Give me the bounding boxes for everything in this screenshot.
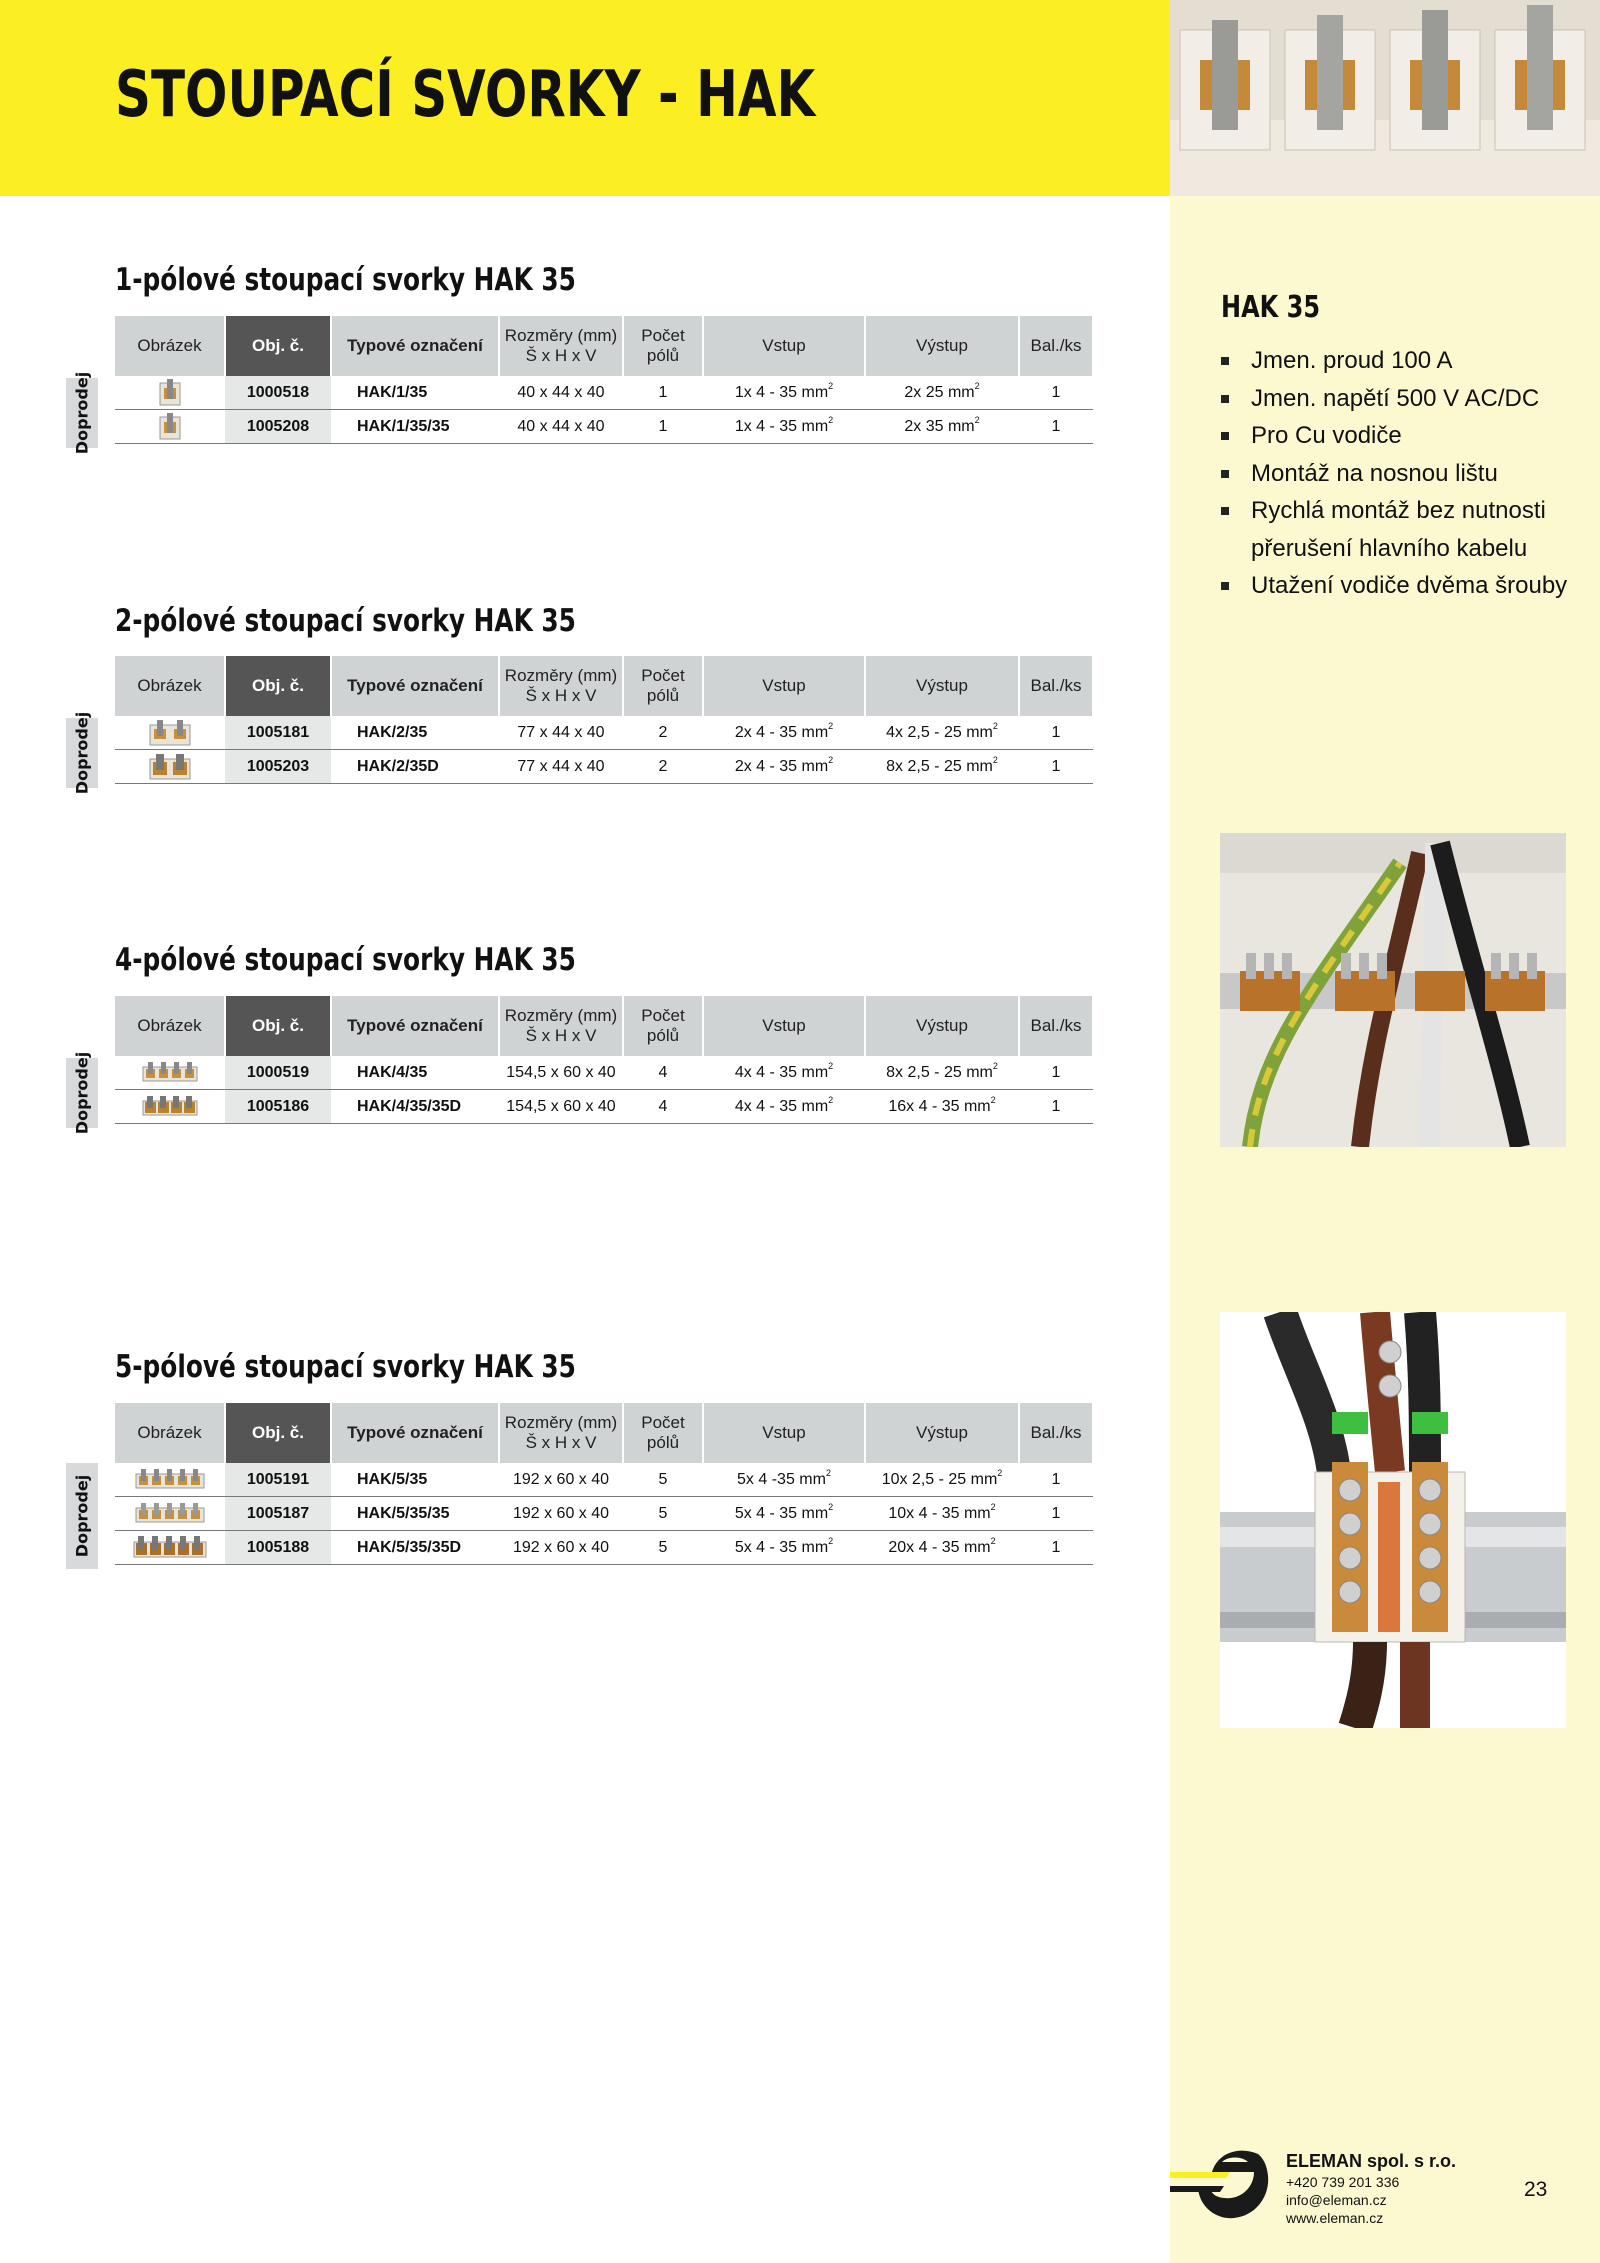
page-number: 23 — [1524, 2178, 1548, 2201]
dimensions: 192 x 60 x 40 — [499, 1531, 623, 1565]
terminal-5pole-icon — [135, 1468, 205, 1492]
col-poles: Počet pólů — [623, 996, 703, 1056]
sale-label-bar: Doprodej — [66, 378, 98, 448]
dimensions: 192 x 60 x 40 — [499, 1497, 623, 1531]
col-dims: Rozměry (mm) Š x H x V — [499, 1403, 623, 1463]
square-bullet-icon — [1221, 432, 1229, 440]
input-spec: 5x 4 -35 $mm^2$ — [703, 1463, 865, 1497]
col-pack: Bal./ks — [1019, 316, 1093, 376]
type-code: HAK/1/35/35 — [331, 410, 499, 444]
obj-number: 1005181 — [225, 716, 331, 750]
pack-qty: 1 — [1019, 1531, 1093, 1565]
input-spec: 1x 4 - 35 $mm^2$ — [703, 410, 865, 444]
table-header-row — [115, 656, 1093, 716]
pack-qty: 1 — [1019, 1056, 1093, 1090]
feature-item: Rychlá montáž bez nutnosti přerušení hlavního kabelu — [1221, 492, 1581, 567]
table-header-row — [115, 1403, 1093, 1463]
table-row — [115, 1463, 1093, 1497]
feature-item: Jmen. proud 100 A — [1221, 342, 1581, 380]
product-thumbnail — [115, 1463, 225, 1497]
sale-label-bar: Doprodej — [66, 1463, 98, 1569]
section-title-4-pole: 4-pólové stoupací svorky HAK 35 — [115, 942, 576, 978]
table-row — [115, 716, 1093, 750]
product-thumbnail — [115, 716, 225, 750]
input-spec: 2x 4 - 35 $mm^2$ — [703, 716, 865, 750]
type-code: HAK/2/35 — [331, 716, 499, 750]
obj-number: 1000519 — [225, 1056, 331, 1090]
company-name: ELEMAN spol. s r.o. — [1286, 2151, 1457, 2171]
section-title-1-pole: 1-pólové stoupací svorky HAK 35 — [115, 262, 576, 298]
input-spec: 2x 4 - 35 $mm^2$ — [703, 750, 865, 784]
pole-count: 2 — [623, 716, 703, 750]
square-bullet-icon — [1221, 470, 1229, 478]
terminal-2pole-icon — [148, 719, 192, 747]
type-code: HAK/5/35/35 — [331, 1497, 499, 1531]
col-type: Typové označení — [331, 656, 499, 716]
output-spec: 8x 2,5 - 25 $mm^2$ — [865, 1056, 1019, 1090]
product-thumbnail — [115, 1531, 225, 1565]
product-thumbnail — [115, 1497, 225, 1531]
obj-number: 1005188 — [225, 1531, 331, 1565]
type-code: HAK/2/35D — [331, 750, 499, 784]
col-input: Vstup — [703, 316, 865, 376]
terminal-2pole-icon — [148, 753, 192, 781]
company-phone: +420 739 201 336 — [1286, 2174, 1400, 2190]
dimensions: 154,5 x 60 x 40 — [499, 1090, 623, 1124]
col-pack: Bal./ks — [1019, 996, 1093, 1056]
section-title-5-pole: 5-pólové stoupací svorky HAK 35 — [115, 1349, 576, 1385]
obj-number: 1005203 — [225, 750, 331, 784]
type-code: HAK/5/35/35D — [331, 1531, 499, 1565]
section-title-2-pole: 2-pólové stoupací svorky HAK 35 — [115, 603, 576, 639]
feature-item: Pro Cu vodiče — [1221, 417, 1581, 455]
input-spec: 5x 4 - 35 $mm^2$ — [703, 1497, 865, 1531]
col-image: Obrázek — [115, 1403, 225, 1463]
table-row — [115, 750, 1093, 784]
col-output: Výstup — [865, 316, 1019, 376]
output-spec: 8x 2,5 - 25 $mm^2$ — [865, 750, 1019, 784]
col-input: Vstup — [703, 1403, 865, 1463]
output-spec: 2x 35 $mm^2$ — [865, 410, 1019, 444]
col-dims: Rozměry (mm) Š x H x V — [499, 996, 623, 1056]
col-pack: Bal./ks — [1019, 656, 1093, 716]
product-thumbnail — [115, 750, 225, 784]
dimensions: 77 x 44 x 40 — [499, 716, 623, 750]
output-spec: 10x 4 - 35 $mm^2$ — [865, 1497, 1019, 1531]
table-row — [115, 410, 1093, 444]
table-row — [115, 1090, 1093, 1124]
table-row — [115, 1497, 1093, 1531]
pole-count: 4 — [623, 1090, 703, 1124]
col-type: Typové označení — [331, 1403, 499, 1463]
col-input: Vstup — [703, 656, 865, 716]
hero-photo — [1170, 0, 1600, 196]
dimensions: 192 x 60 x 40 — [499, 1463, 623, 1497]
terminal-5pole-icon — [133, 1535, 207, 1561]
col-dims: Rozměry (mm) Š x H x V — [499, 656, 623, 716]
col-obj: Obj. č. — [225, 996, 331, 1056]
type-code: HAK/1/35 — [331, 376, 499, 410]
obj-number: 1005187 — [225, 1497, 331, 1531]
terminal-closeup-image — [1170, 0, 1600, 196]
input-spec: 4x 4 - 35 $mm^2$ — [703, 1090, 865, 1124]
din-rail-terminal-photo — [1220, 1312, 1566, 1728]
col-output: Výstup — [865, 656, 1019, 716]
table-header-row — [115, 316, 1093, 376]
feature-item: Montáž na nosnou lištu — [1221, 455, 1581, 493]
col-poles: Počet pólů — [623, 656, 703, 716]
company-website: www.eleman.cz — [1286, 2210, 1384, 2226]
table-row — [115, 376, 1093, 410]
pack-qty: 1 — [1019, 1463, 1093, 1497]
square-bullet-icon — [1221, 357, 1229, 365]
terminal-1pole-icon — [157, 413, 183, 441]
obj-number: 1005191 — [225, 1463, 331, 1497]
col-output: Výstup — [865, 996, 1019, 1056]
sale-label-bar: Doprodej — [66, 1058, 98, 1128]
type-code: HAK/4/35/35D — [331, 1090, 499, 1124]
input-spec: 5x 4 - 35 $mm^2$ — [703, 1531, 865, 1565]
sale-label-bar: Doprodej — [66, 718, 98, 788]
col-poles: Počet pólů — [623, 1403, 703, 1463]
product-thumbnail — [115, 410, 225, 444]
input-spec: 1x 4 - 35 $mm^2$ — [703, 376, 865, 410]
col-dims: Rozměry (mm) Š x H x V — [499, 316, 623, 376]
pack-qty: 1 — [1019, 410, 1093, 444]
output-spec: 20x 4 - 35 $mm^2$ — [865, 1531, 1019, 1565]
col-type: Typové označení — [331, 316, 499, 376]
col-type: Typové označení — [331, 996, 499, 1056]
input-spec: 4x 4 - 35 $mm^2$ — [703, 1056, 865, 1090]
feature-item: Utažení vodiče dvěma šrouby — [1221, 567, 1581, 605]
square-bullet-icon — [1221, 395, 1229, 403]
output-spec: 16x 4 - 35 $mm^2$ — [865, 1090, 1019, 1124]
pole-count: 5 — [623, 1497, 703, 1531]
page-title: STOUPACÍ SVORKY - HAK — [115, 58, 816, 132]
pole-count: 5 — [623, 1531, 703, 1565]
terminal-1pole-icon — [157, 379, 183, 407]
pack-qty: 1 — [1019, 376, 1093, 410]
feature-list — [1221, 342, 1581, 605]
output-spec: 4x 2,5 - 25 $mm^2$ — [865, 716, 1019, 750]
square-bullet-icon — [1221, 507, 1229, 515]
type-code: HAK/5/35 — [331, 1463, 499, 1497]
pack-qty: 1 — [1019, 1497, 1093, 1531]
product-table-1-pole — [115, 316, 1094, 444]
col-obj: Obj. č. — [225, 316, 331, 376]
dimensions: 77 x 44 x 40 — [499, 750, 623, 784]
terminal-4pole-icon — [142, 1061, 198, 1085]
product-table-5-pole — [115, 1403, 1094, 1565]
product-thumbnail — [115, 1090, 225, 1124]
obj-number: 1005208 — [225, 410, 331, 444]
col-output: Výstup — [865, 1403, 1019, 1463]
product-table-2-pole — [115, 656, 1094, 784]
pole-count: 1 — [623, 410, 703, 444]
installed-terminals-photo — [1220, 833, 1566, 1147]
dimensions: 40 x 44 x 40 — [499, 376, 623, 410]
side-title: HAK 35 — [1221, 290, 1321, 325]
eleman-logo — [1170, 2142, 1280, 2222]
type-code: HAK/4/35 — [331, 1056, 499, 1090]
col-input: Vstup — [703, 996, 865, 1056]
pole-count: 2 — [623, 750, 703, 784]
pole-count: 4 — [623, 1056, 703, 1090]
col-obj: Obj. č. — [225, 656, 331, 716]
col-image: Obrázek — [115, 996, 225, 1056]
dimensions: 154,5 x 60 x 40 — [499, 1056, 623, 1090]
product-table-4-pole — [115, 996, 1094, 1124]
dimensions: 40 x 44 x 40 — [499, 410, 623, 444]
terminal-5pole-icon — [135, 1502, 205, 1526]
col-image: Obrázek — [115, 316, 225, 376]
company-email: info@eleman.cz — [1286, 2192, 1387, 2208]
pack-qty: 1 — [1019, 750, 1093, 784]
col-pack: Bal./ks — [1019, 1403, 1093, 1463]
product-thumbnail — [115, 376, 225, 410]
obj-number: 1000518 — [225, 376, 331, 410]
pole-count: 5 — [623, 1463, 703, 1497]
col-image: Obrázek — [115, 656, 225, 716]
square-bullet-icon — [1221, 582, 1229, 590]
pack-qty: 1 — [1019, 716, 1093, 750]
table-row — [115, 1056, 1093, 1090]
table-row — [115, 1531, 1093, 1565]
product-thumbnail — [115, 1056, 225, 1090]
col-poles: Počet pólů — [623, 316, 703, 376]
output-spec: 2x 25 $mm^2$ — [865, 376, 1019, 410]
pole-count: 1 — [623, 376, 703, 410]
obj-number: 1005186 — [225, 1090, 331, 1124]
pack-qty: 1 — [1019, 1090, 1093, 1124]
output-spec: 10x 2,5 - 25 $mm^2$ — [865, 1463, 1019, 1497]
terminal-4pole-icon — [142, 1095, 198, 1119]
col-obj: Obj. č. — [225, 1403, 331, 1463]
feature-item: Jmen. napětí 500 V AC/DC — [1221, 380, 1581, 418]
table-header-row — [115, 996, 1093, 1056]
